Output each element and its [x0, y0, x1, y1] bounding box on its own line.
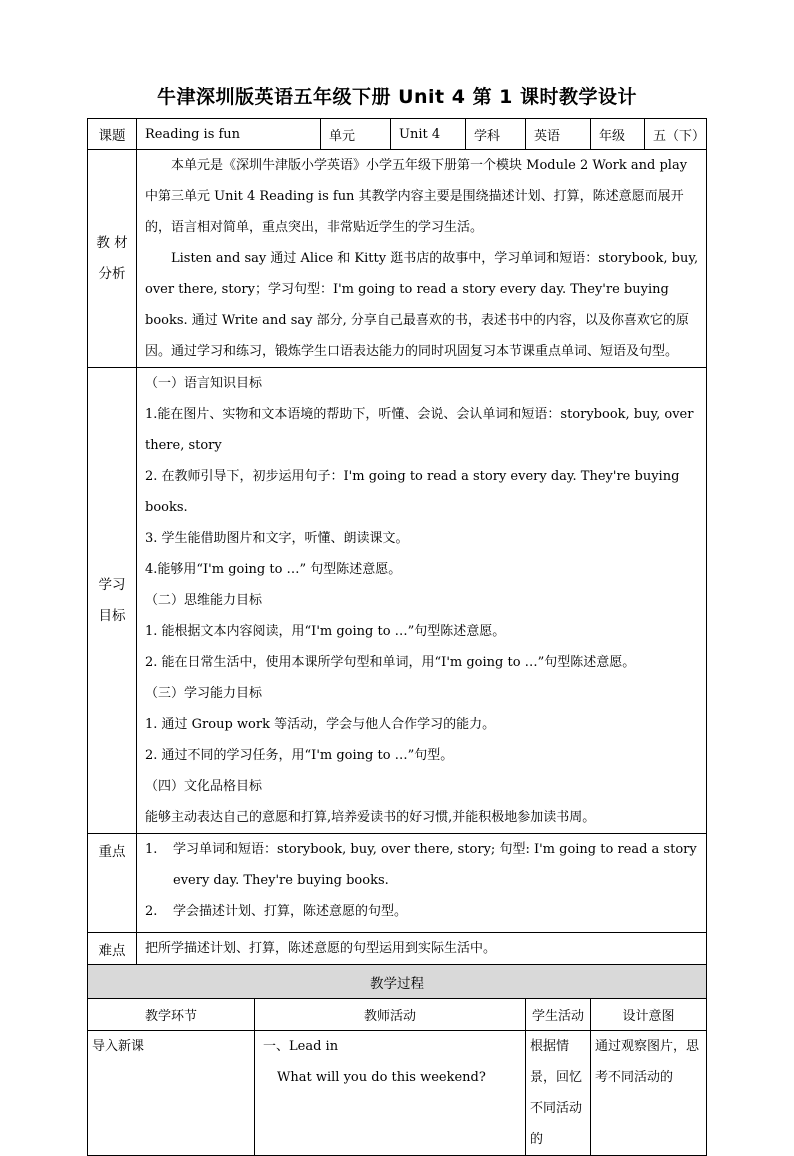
objective-line: 2. 在教师引导下，初步运用句子：I'm going to read a story every day. They're buying books.	[145, 469, 680, 515]
analysis-content	[137, 150, 707, 368]
key-point-text: 学习单词和短语：storybook, buy, over there, story; 句型: I'm going to read a story every day. They're buying books.	[173, 842, 697, 888]
key-point-number: 2.	[145, 904, 158, 919]
process-teacher-activity	[255, 1031, 526, 1156]
key-point-number: 1.	[145, 842, 158, 857]
analysis-label-line2: 分析	[98, 265, 126, 282]
unit-value: Unit 4	[391, 119, 466, 150]
process-design-intent: 通过观察图片，思考不同活动的	[591, 1031, 707, 1156]
process-stage: 导入新课	[88, 1031, 255, 1156]
column-header-teacher: 教师活动	[255, 999, 526, 1031]
process-student-activity: 根据情景，回忆不同活动的	[526, 1031, 591, 1156]
topic-label: 课题	[88, 119, 137, 150]
objective-line: （四）文化品格目标	[145, 779, 263, 794]
objective-line: 2. 通过不同的学习任务，用“I'm going to …”句型。	[145, 748, 454, 763]
teacher-activity-line: What will you do this weekend?	[277, 1070, 486, 1085]
objectives-label	[88, 368, 137, 834]
process-column-header-row	[88, 999, 707, 1031]
process-row	[88, 1031, 707, 1156]
objective-line: （二）思维能力目标	[145, 593, 263, 608]
column-header-stage: 教学环节	[88, 999, 255, 1031]
key-point-item-1	[137, 834, 706, 896]
objectives-content	[137, 368, 707, 834]
key-point-item-2	[137, 896, 706, 927]
process-band-row	[88, 965, 707, 999]
objective-line: （三）学习能力目标	[145, 686, 263, 701]
difficulty-row	[88, 933, 707, 965]
objective-line: 1. 能根据文本内容阅读，用“I'm going to …”句型陈述意愿。	[145, 624, 506, 639]
analysis-row	[88, 150, 707, 368]
header-row	[88, 119, 707, 150]
objectives-label-line1: 学习	[98, 576, 126, 593]
analysis-label-line1: 教 材	[96, 234, 128, 251]
analysis-label	[88, 150, 137, 368]
difficulty-text: 把所学描述计划、打算，陈述意愿的句型运用到实际生活中。	[137, 933, 707, 965]
document-title: 牛津深圳版英语五年级下册 Unit 4 第 1 课时教学设计	[156, 86, 638, 108]
analysis-paragraph-2: Listen and say 通过 Alice 和 Kitty 逛书店的故事中，学习单词和短语：storybook, buy, over there, story；学习句型：I'm going to read a story every day. They're buying books. 通过 Write and say 部分, 分享自己最喜欢的书，表述书中的内容，以及你喜欢它的原因。通过学习和练习，锻炼学生口语表达能力的同时巩固复习本节课重点单词、短语及句型。	[145, 251, 699, 359]
analysis-paragraph-1: 本单元是《深圳牛津版小学英语》小学五年级下册第一个模块 Module 2 Work and play 中第三单元 Unit 4 Reading is fun 其教学内容主要是围绕描述计划、打算，陈述意愿而展开的，语言相对简单，重点突出，非常贴近学生的学习生活。	[145, 158, 688, 235]
unit-label: 单元	[321, 119, 391, 150]
difficulty-label: 难点	[88, 933, 137, 965]
key-points-row	[88, 834, 707, 933]
objective-line: 1. 通过 Group work 等活动，学会与他人合作学习的能力。	[145, 717, 496, 732]
lesson-plan-table	[87, 118, 707, 1156]
key-points-content	[137, 834, 707, 933]
key-points-label: 重点	[88, 834, 137, 933]
process-band-title: 教学过程	[88, 965, 707, 999]
grade-label: 年级	[591, 119, 645, 150]
objectives-label-line2: 目标	[98, 607, 126, 624]
subject-label: 学科	[466, 119, 526, 150]
column-header-intent: 设计意图	[591, 999, 707, 1031]
key-point-text: 学会描述计划、打算，陈述意愿的句型。	[173, 904, 408, 919]
teacher-activity-line: 一、Lead in	[263, 1039, 339, 1054]
objective-line: （一）语言知识目标	[145, 376, 263, 391]
objective-line: 2. 能在日常生活中，使用本课所学句型和单词，用“I'm going to …”句型陈述意愿。	[145, 655, 636, 670]
objective-line: 能够主动表达自己的意愿和打算,培养爱读书的好习惯,并能积极地参加读书周。	[145, 810, 596, 825]
objectives-row	[88, 368, 707, 834]
topic-value: Reading is fun	[137, 119, 321, 150]
subject-value: 英语	[526, 119, 591, 150]
objective-line: 3. 学生能借助图片和文字，听懂、朗读课文。	[145, 531, 409, 546]
grade-value: 五（下）	[645, 119, 707, 150]
objective-line: 4.能够用“I'm going to …” 句型陈述意愿。	[145, 562, 402, 577]
objective-line: 1.能在图片、实物和文本语境的帮助下，听懂、会说、会认单词和短语：storybook, buy, over there, story	[145, 407, 694, 453]
column-header-student: 学生活动	[526, 999, 591, 1031]
